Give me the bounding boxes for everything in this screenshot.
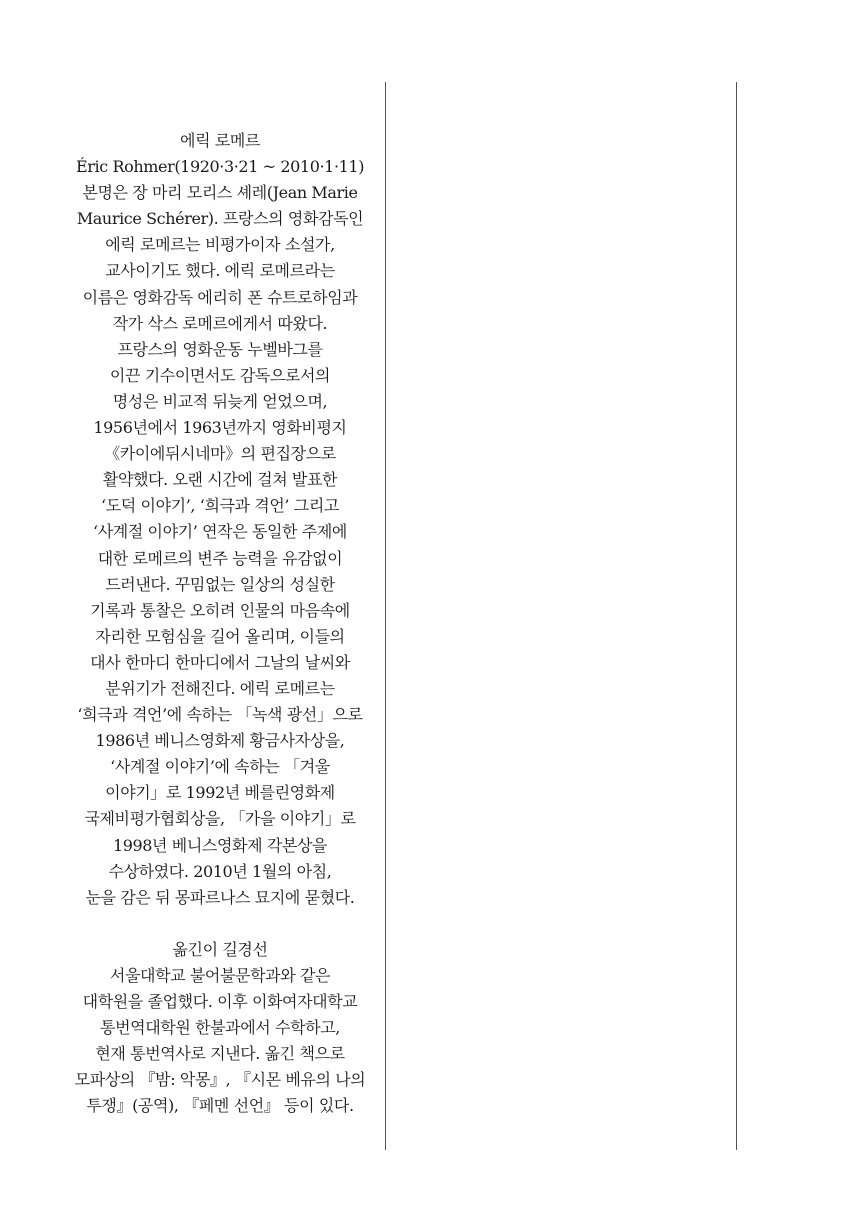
author-bio-line: 에릭 로메르는 비평가이자 소설가, [105, 235, 335, 255]
author-bio-line: 이끈 기수이면서도 감독으로서의 [109, 365, 331, 385]
translator-bio-line: 현재 통번역사로 지낸다. 옮긴 책으로 [95, 1044, 345, 1064]
author-bio-line: Éric Rohmer(1920·3·21 ~ 2010·1·11) [75, 157, 365, 177]
author-bio-line: 드러낸다. 꾸밈없는 일상의 성실한 [105, 574, 335, 594]
translator-bio-line: 서울대학교 불어불문학과와 같은 [109, 965, 331, 985]
author-bio-line: ‘사계절 이야기’ 연작은 동일한 주제에 [93, 522, 347, 542]
author-bio-line: ‘희극과 격언’에 속하는 「녹색 광선」으로 [77, 705, 363, 725]
author-bio [60, 154, 380, 911]
author-bio-line: 작가 삭스 로메르에게서 따왔다. [112, 313, 328, 333]
author-bio-line: Maurice Schérer). 프랑스의 영화감독인 [76, 209, 364, 229]
author-bio-line: 1956년에서 1963년까지 영화비평지 [93, 418, 347, 438]
text-column [60, 128, 380, 1119]
author-name: 에릭 로메르 [180, 131, 260, 150]
author-bio-line: 분위기가 전해진다. 에릭 로메르는 [105, 678, 335, 698]
author-bio-line: 이야기」로 1992년 베를린영화제 [105, 783, 335, 803]
author-bio-line: ‘도덕 이야기’, ‘희극과 격언’ 그리고 [101, 496, 339, 516]
author-bio-line: 교사이기도 했다. 에릭 로메르라는 [105, 261, 335, 281]
author-bio-line: 활약했다. 오랜 시간에 걸쳐 발표한 [102, 470, 338, 490]
translator-bio-line: 대학원을 졸업했다. 이후 이화여자대학교 [82, 992, 358, 1011]
column-divider-right [736, 82, 737, 1150]
translator-bio-line: 모파상의 『밤: 악몽』, 『시몬 베유의 나의 [74, 1070, 366, 1090]
author-bio-line: 수상하였다. 2010년 1월의 아침, [108, 861, 332, 881]
author-bio-line: ‘사계절 이야기’에 속하는 「겨울 [110, 757, 330, 777]
author-bio-line: 자리한 모험심을 길어 올리며, 이들의 [95, 626, 345, 646]
author-bio-line: 대사 한마디 한마디에서 그날의 날씨와 [90, 652, 350, 672]
author-bio-line: 1998년 베니스영화제 각본상을 [112, 835, 328, 855]
author-bio-line: 1986년 베니스영화제 황금사자상을, [95, 731, 345, 751]
author-bio-line: 눈을 감은 뒤 몽파르나스 묘지에 묻혔다. [85, 887, 355, 907]
author-bio-line: 이름은 영화감독 에리히 폰 슈트로하임과 [82, 287, 358, 307]
translator-bio-line: 투쟁』(공역), 『페멘 선언』 등이 있다. [86, 1096, 354, 1116]
section-spacer [60, 911, 380, 937]
translator-bio [60, 963, 380, 1120]
translator-name: 옮긴이 길경선 [172, 939, 268, 959]
author-bio-line: 국제비평가협회상을, 「가을 이야기」로 [84, 809, 356, 829]
empty-column [386, 82, 736, 1150]
author-bio-line: 《카이에뒤시네마》의 편집장으로 [104, 444, 336, 464]
author-bio-line: 대한 로메르의 변주 능력을 유감없이 [97, 548, 343, 568]
author-bio-line: 명성은 비교적 뒤늦게 얻었으며, [112, 391, 328, 411]
translator-bio-line: 통번역대학원 한불과에서 수학하고, [100, 1018, 340, 1038]
author-bio-line: 기록과 통찰은 오히려 인물의 마음속에 [90, 600, 350, 620]
author-bio-line: 프랑스의 영화운동 누벨바그를 [117, 339, 323, 359]
author-bio-line: 본명은 장 마리 모리스 셰레(Jean Marie [82, 183, 358, 203]
